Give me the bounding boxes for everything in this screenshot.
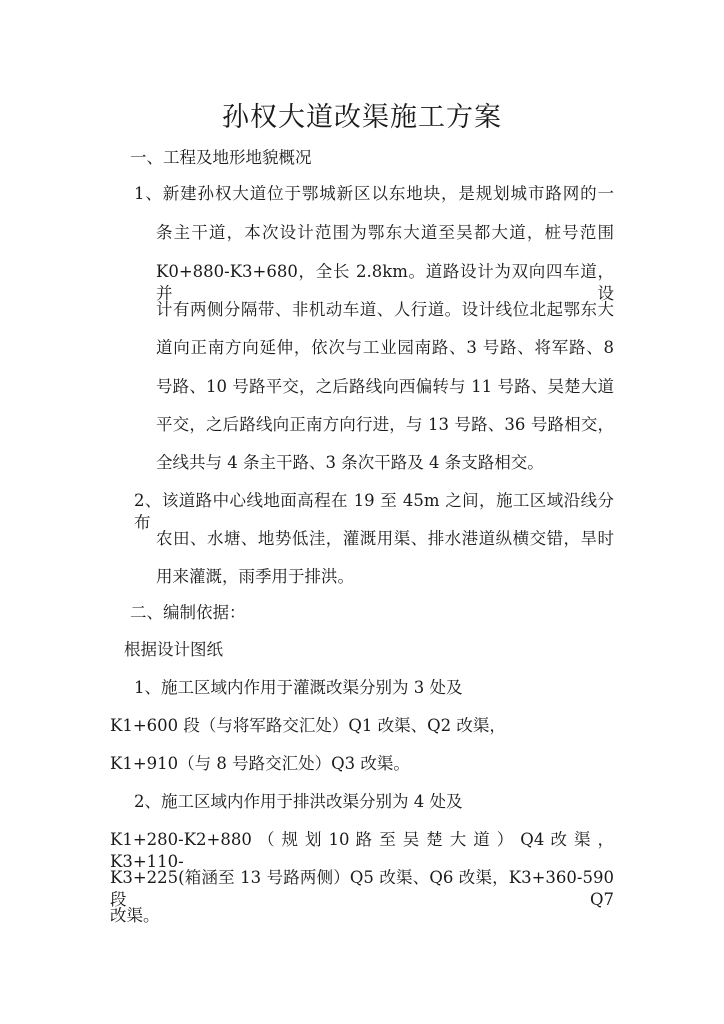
basis-line: 根据设计图纸 bbox=[124, 640, 223, 659]
paragraph-line: 改渠。 bbox=[110, 906, 160, 925]
paragraph-line: 号路、10 号路平交，之后路线向西偏转与 11 号路、吴楚大道 bbox=[156, 377, 614, 396]
paragraph-line: 全线共与 4 条主干路、3 条次干路及 4 条支路相交。 bbox=[156, 453, 544, 472]
paragraph-line: 计有两侧分隔带、非机动车道、人行道。设计线位北起鄂东大 bbox=[156, 300, 614, 319]
paragraph-line: K0+880-K3+680，全长 2.8km。道路设计为双向四车道，并设 bbox=[156, 262, 614, 303]
paragraph-line: K1+280-K2+880 （ 规 划 10 路 至 吴 楚 大 道 ） Q4 改 渠 ， K3+110- bbox=[110, 830, 614, 871]
section-heading-1: 一、工程及地形地貌概况 bbox=[130, 148, 312, 167]
paragraph-line: 1、施工区域内作用于灌溉改渠分别为 3 处及 bbox=[134, 678, 463, 697]
paragraph-line: 用来灌溉，雨季用于排洪。 bbox=[156, 567, 354, 586]
paragraph-line: 2、施工区域内作用于排洪改渠分别为 4 处及 bbox=[134, 792, 463, 811]
paragraph-line: 2、该道路中心线地面高程在 19 至 45m 之间，施工区域沿线分布 bbox=[134, 491, 614, 532]
paragraph-line: 条主干道，本次设计范围为鄂东大道至吴都大道，桩号范围 bbox=[156, 223, 614, 242]
section-heading-2: 二、编制依据： bbox=[130, 603, 246, 622]
paragraph-line: K1+910（与 8 号路交汇处）Q3 改渠。 bbox=[110, 754, 410, 773]
paragraph-line: 道向正南方向延伸，依次与工业园南路、3 号路、将军路、8 bbox=[156, 338, 614, 357]
document-title: 孙权大道改渠施工方案 bbox=[222, 102, 502, 133]
paragraph-line: K1+600 段（与将军路交汇处）Q1 改渠、Q2 改渠， bbox=[110, 716, 506, 735]
paragraph-line: 平交，之后路线向正南方向行进，与 13 号路、36 号路相交， bbox=[156, 415, 614, 434]
paragraph-line: K3+225(箱涵至 13 号路两侧）Q5 改渠、Q6 改渠，K3+360-590 段 Q7 bbox=[110, 868, 614, 909]
paragraph-line: 农田、水塘、地势低洼，灌溉用渠、排水港道纵横交错，旱时 bbox=[156, 529, 614, 548]
paragraph-line: 1、新建孙权大道位于鄂城新区以东地块，是规划城市路网的一 bbox=[134, 184, 614, 203]
